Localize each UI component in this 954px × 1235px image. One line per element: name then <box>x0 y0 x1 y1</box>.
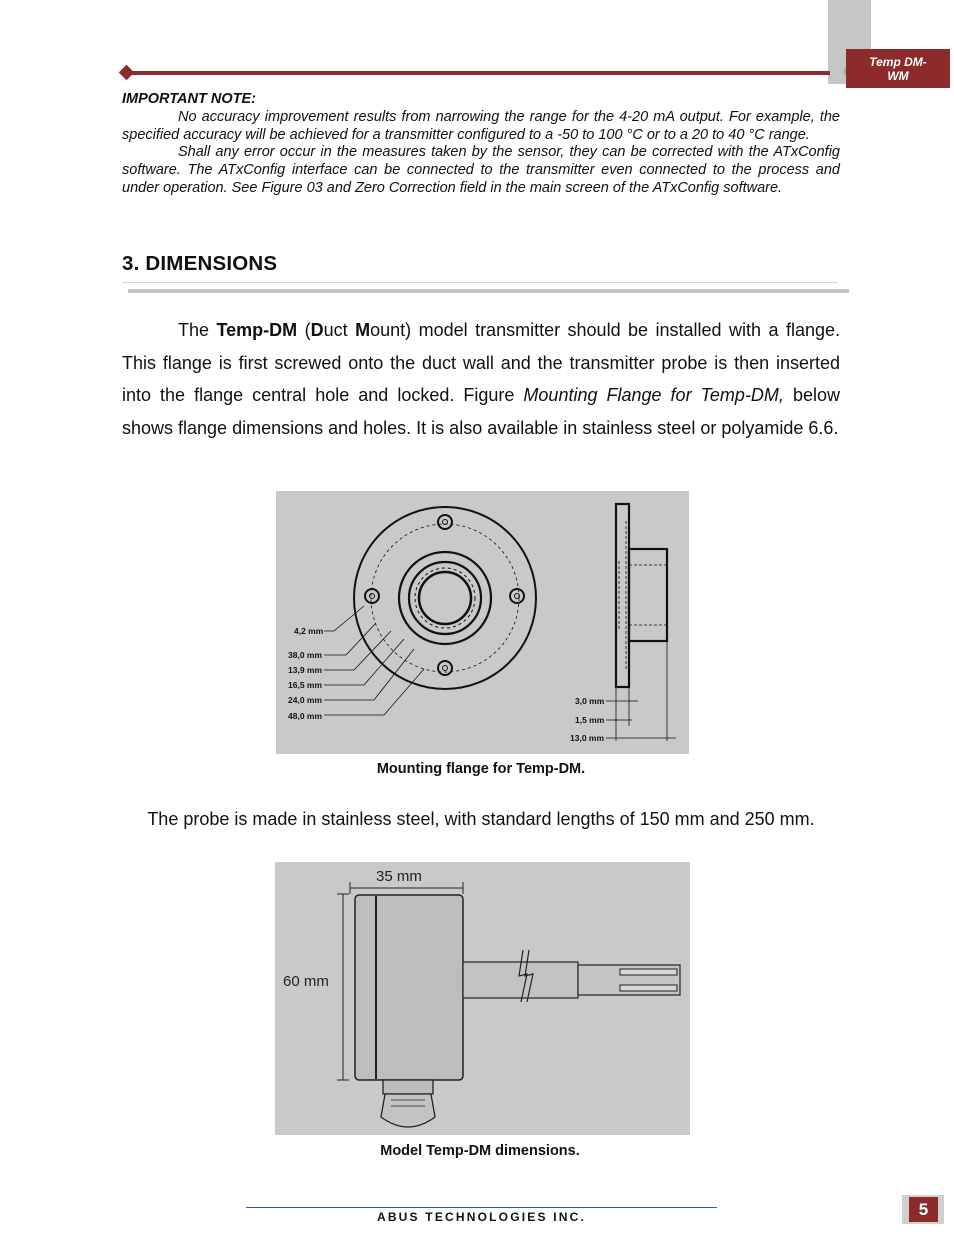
footer-company: ABUS TECHNOLOGIES INC. <box>376 1210 587 1224</box>
flange-drawing <box>276 491 689 754</box>
figure-caption-2: Model Temp-DM dimensions. <box>380 1143 580 1159</box>
hub-circle <box>399 552 491 644</box>
height-label: 60 mm <box>283 973 329 990</box>
model-name: Temp-DM <box>216 320 298 340</box>
section-heading: 3. DIMENSIONS <box>122 252 278 275</box>
text-run: ( <box>297 320 311 340</box>
important-note <box>122 91 840 198</box>
hole-top <box>438 515 452 529</box>
dim-label: 16,5 mm <box>288 680 323 690</box>
side-dim-label: 13,0 mm <box>570 733 605 743</box>
figure-mounting-flange <box>276 491 689 754</box>
header-tab-label: Temp DM-WM <box>869 54 927 83</box>
side-dim-label: 3,0 mm <box>575 696 605 706</box>
side-dim-label: 1,5 mm <box>575 715 605 725</box>
figure-reference: Mounting Flange for Temp-DM, <box>523 385 784 405</box>
text-run: below shows flange dimensions and holes. It is also available in stainless steel or polyamide 6.6. <box>122 385 840 438</box>
section-rule-thin <box>122 282 838 283</box>
header-tab <box>846 49 950 88</box>
header-diamond-icon <box>119 65 135 81</box>
dim-label: 24,0 mm <box>288 695 323 705</box>
body-text <box>122 314 840 444</box>
width-label: 35 mm <box>376 868 422 885</box>
dim-label: 48,0 mm <box>288 711 323 721</box>
hole-bottom <box>438 661 452 675</box>
bolt-circle <box>371 524 519 672</box>
hole-left <box>365 589 379 603</box>
note-paragraph-1: No accuracy improvement results from narrowing the range for the 4-20 mA output. For example, the specified accuracy will be achieved for a transmitter configured to a -50 to 100 °C or to a 20 to 40 °C range. <box>122 108 840 143</box>
body-paragraph <box>122 314 840 444</box>
note-title: IMPORTANT NOTE: <box>122 91 256 107</box>
text-run: ount) model transmitter should be installed with a flange. This flange is first screwed onto the duct wall and the transmitter probe is then inserted into the flange central hole and locked. Figure <box>122 320 840 405</box>
side-plate <box>616 504 629 687</box>
bold-letter: M <box>355 320 371 340</box>
side-hub <box>629 549 667 641</box>
dim-label: 13,9 mm <box>288 665 323 675</box>
gland-nut <box>383 1080 433 1094</box>
header-rule <box>128 71 830 75</box>
note-paragraph-2: Shall any error occur in the measures taken by the sensor, they can be corrected with the ATxConfig software. The ATxConfig interface can be connected to the transmitter even connected to the process and under operation. See Figure 03 and Zero Correction field in the main screen of the ATxConfig software. <box>122 144 840 196</box>
bore-dashed-circle <box>415 568 475 628</box>
housing-drawing <box>275 862 690 1135</box>
dim-label: 4,2 mm <box>294 626 324 636</box>
hole-right <box>510 589 524 603</box>
probe-text: The probe is made in stainless steel, with standard lengths of 150 mm and 250 mm. <box>147 809 815 829</box>
section-rule-thick <box>128 289 849 293</box>
footer-rule <box>246 1207 717 1208</box>
figure-caption-1: Mounting flange for Temp-DM. <box>376 761 586 777</box>
figure-model-dimensions <box>275 862 690 1135</box>
housing-body <box>355 895 463 1080</box>
text-run: The <box>178 320 217 340</box>
cable-gland <box>381 1094 435 1127</box>
page-number: 5 <box>909 1197 938 1222</box>
bold-letter: D <box>310 320 324 340</box>
dim-label: 38,0 mm <box>288 650 323 660</box>
bore-circle <box>419 572 471 624</box>
text-run: uct <box>323 320 356 340</box>
